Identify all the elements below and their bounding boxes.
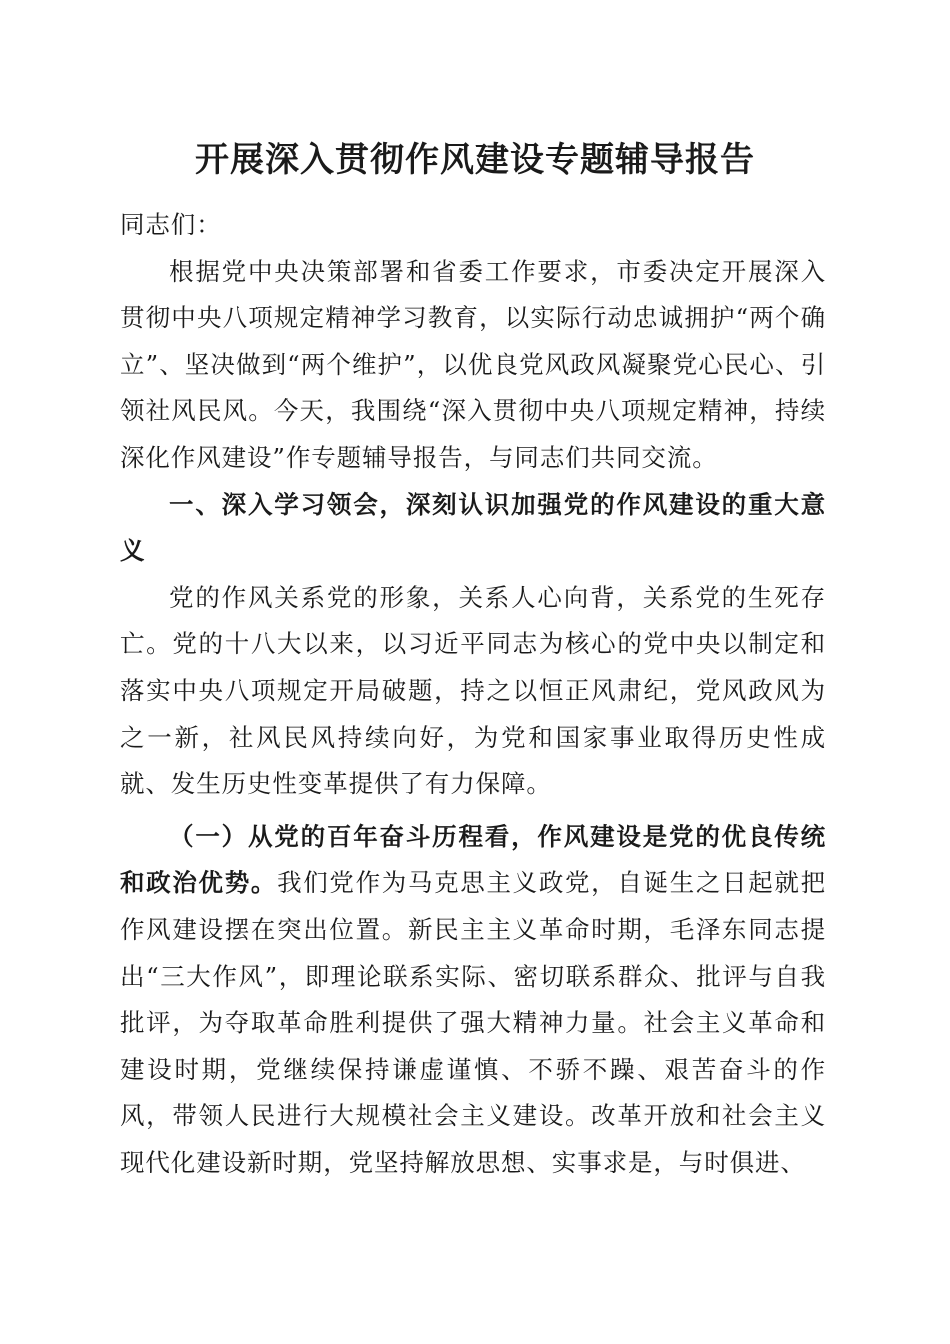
subsection-1-lead: （一）从党的百年奋斗历程看，作风建设是党的优良传统和政治优势。 — [120, 821, 826, 898]
salutation: 同志们： — [120, 210, 222, 239]
section-1-paragraph: 党的作风关系党的形象，关系人心向背，关系党的生死存亡。党的十八大以来，以习近平同志为核心的党中央以制定和落实中央八项规定开局破题，持之以恒正风肃纪，党风政风为之一新，社风民风持续向好，为党和国家事业取得历史性成就、发生历史性变革提供了有力保障。 — [120, 582, 826, 799]
section-heading-1: 一、深入学习领会，深刻认识加强党的作风建设的重大意义 — [120, 489, 826, 566]
subsection-1-paragraph — [120, 814, 826, 1187]
subsection-1-body: 我们党作为马克思主义政党，自诞生之日起就把作风建设摆在突出位置。新民主主义革命时期，毛泽东同志提出“三大作风”，即理论联系实际、密切联系群众、批评与自我批评，为夺取革命胜利提供了强大精神力量。社会主义革命和建设时期，党继续保持谦虚谨慎、不骄不躁、艰苦奋斗的作风，带领人民进行大规模社会主义建设。改革开放和社会主义现代化建设新时期，党坚持解放思想、实事求是，与时俱进、 — [120, 868, 826, 1177]
document-body — [120, 202, 826, 1186]
document-title: 开展深入贯彻作风建设专题辅导报告 — [195, 140, 755, 180]
intro-paragraph: 根据党中央决策部署和省委工作要求，市委决定开展深入贯彻中央八项规定精神学习教育，以实际行动忠诚拥护“两个确立”、坚决做到“两个维护”，以优良党风政风凝聚党心民心、引领社风民风。今天，我围绕“深入贯彻中央八项规定精神，持续深化作风建设”作专题辅导报告，与同志们共同交流。 — [120, 256, 826, 472]
